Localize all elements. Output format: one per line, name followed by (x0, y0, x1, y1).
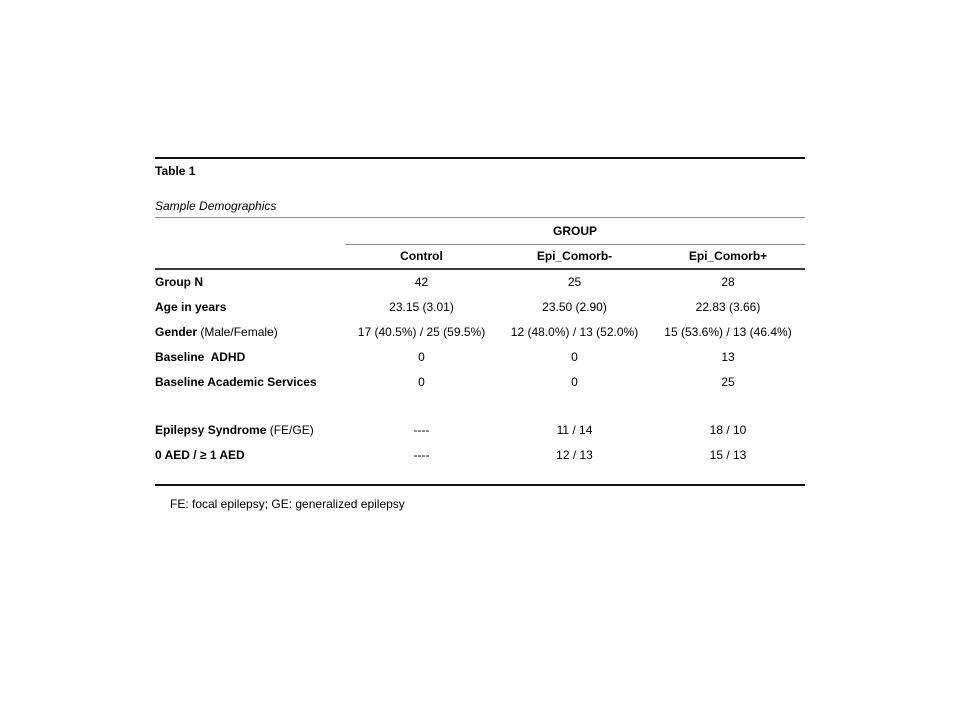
row-label-suffix: (FE/GE) (266, 423, 314, 437)
cell-value: 0 (571, 350, 578, 364)
demographics-table (155, 157, 805, 511)
row-label (155, 295, 345, 320)
table-title: Table 1 (155, 164, 196, 178)
table-row-gender (155, 320, 805, 345)
cell-value: 13 (721, 350, 735, 364)
table-footnote: FE: focal epilepsy; GE: generalized epilepsy (170, 497, 405, 511)
cell-value: 23.50 (2.90) (542, 300, 607, 314)
group-header: GROUP (345, 218, 805, 245)
row-label-bold: Group N (155, 275, 203, 289)
empty-row (155, 395, 805, 418)
row-label-suffix: (Male/Female) (197, 325, 278, 339)
cell-value: 17 (40.5%) / 25 (59.5%) (357, 325, 486, 339)
column-header-control: Control (400, 249, 443, 263)
group-header-spacer (155, 218, 345, 245)
cell-value: 0 (418, 350, 425, 364)
row-label-bold: Baseline ADHD (155, 350, 246, 364)
column-header-empty (155, 244, 345, 268)
cell-value: 28 (721, 275, 735, 289)
cell-value: 15 / 13 (709, 448, 747, 462)
row-label (155, 320, 345, 345)
row-label (155, 345, 345, 370)
row-label (155, 270, 345, 295)
cell-value: 12 (48.0%) / 13 (52.0%) (510, 325, 639, 339)
cell-value: 23.15 (3.01) (389, 300, 454, 314)
row-label-bold: Gender (155, 325, 198, 339)
table-row-baseline-adhd (155, 345, 805, 370)
cell-value: 25 (567, 275, 582, 289)
row-label-bold: Baseline Academic Services (155, 375, 317, 389)
row-label-bold: 0 AED / ≥ 1 AED (155, 448, 245, 462)
column-header-epi-comorb-plus: Epi_Comorb+ (688, 249, 768, 263)
cell-value: ---- (413, 448, 430, 462)
column-header-epi-comorb-minus: Epi_Comorb- (536, 249, 613, 263)
table-subtitle: Sample Demographics (155, 199, 277, 213)
cell-value: 18 / 10 (709, 423, 747, 437)
cell-value: 15 (53.6%) / 13 (46.4%) (664, 325, 792, 339)
row-label-bold: Epilepsy Syndrome (155, 423, 267, 437)
cell-value: 11 / 14 (556, 423, 593, 437)
cell-value: ---- (413, 423, 430, 437)
row-label (155, 370, 345, 395)
table-row-aed (155, 443, 805, 468)
table-row-baseline-academic (155, 370, 805, 395)
group-header-row (155, 218, 805, 244)
cell-value: 0 (571, 375, 578, 389)
cell-value: 12 / 13 (556, 448, 593, 462)
row-label (155, 443, 345, 468)
row-label (155, 418, 345, 443)
table-subtitle-row (155, 200, 805, 218)
table-bottom-rule (155, 468, 805, 486)
cell-value: 22.83 (3.66) (695, 300, 761, 314)
column-header-row (155, 244, 805, 270)
cell-value: 42 (414, 275, 429, 289)
table-row-age (155, 295, 805, 320)
table-row-group-n (155, 270, 805, 295)
row-label-bold: Age in years (155, 300, 227, 314)
cell-value: 25 (721, 375, 735, 389)
table-row-epilepsy-syndrome (155, 418, 805, 443)
cell-value: 0 (418, 375, 425, 389)
